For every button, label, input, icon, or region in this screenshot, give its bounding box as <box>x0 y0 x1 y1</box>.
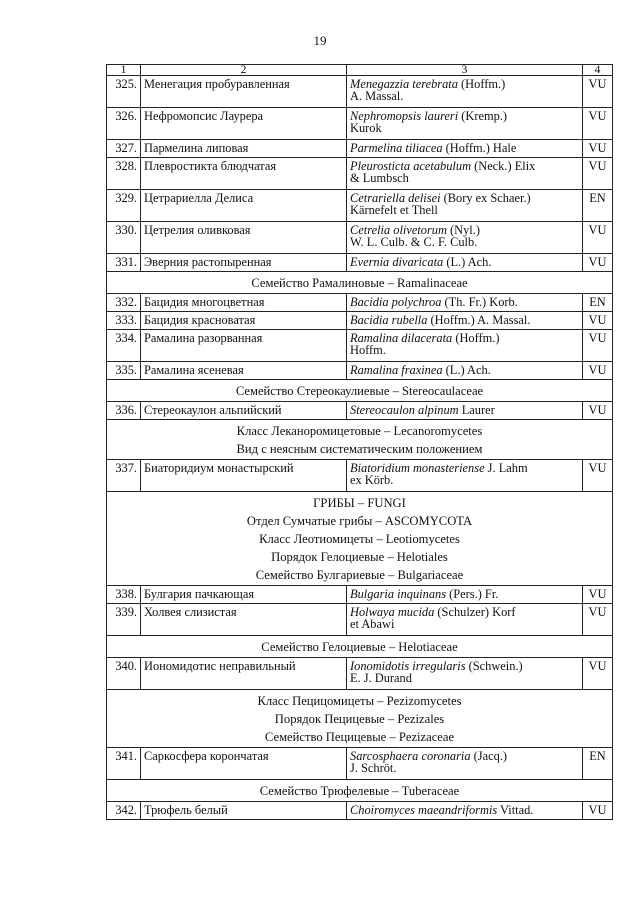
status-category: VU <box>583 586 613 604</box>
species-row <box>107 330 613 362</box>
author-citation-continued: ex Körb. <box>350 473 394 487</box>
group-heading-line: Семейство Стереокаулиевые – Stereocaulaceae <box>235 384 484 398</box>
group-heading <box>107 420 613 460</box>
author-citation-continued: Kurok <box>350 121 382 135</box>
latin-name-cell <box>347 190 583 222</box>
header-row <box>107 65 613 76</box>
author-citation-continued: Kärnefelt et Thell <box>350 203 438 217</box>
group-heading-row <box>107 492 613 586</box>
author-citation: (Hoffm.) <box>452 331 500 345</box>
species-row <box>107 108 613 140</box>
latin-name-cell <box>347 312 583 330</box>
species-number: 341. <box>107 748 141 780</box>
author-citation-continued: & Lumbsch <box>350 171 409 185</box>
latin-name-cell <box>347 254 583 272</box>
page-number: 19 <box>313 33 327 48</box>
latin-name: Ramalina fraxinea <box>350 363 443 377</box>
latin-name-cell <box>347 586 583 604</box>
species-row <box>107 158 613 190</box>
status-category: VU <box>583 222 613 254</box>
status-category: VU <box>583 658 613 690</box>
group-heading-line: Семейство Гелоциевые – Helotiaceae <box>261 640 458 654</box>
species-row <box>107 460 613 492</box>
author-citation-continued: Hoffm. <box>350 343 386 357</box>
author-citation: (Nyl.) <box>446 223 480 237</box>
species-number: 342. <box>107 802 141 820</box>
status-category: VU <box>583 108 613 140</box>
species-row <box>107 294 613 312</box>
species-row <box>107 140 613 158</box>
species-row <box>107 402 613 420</box>
latin-name: Cetrariella delisei <box>350 191 441 205</box>
latin-name-cell <box>347 658 583 690</box>
latin-name: Stereocaulon alpinum <box>350 403 459 417</box>
species-row <box>107 190 613 222</box>
species-number: 330. <box>107 222 141 254</box>
russian-name: Саркосфера корончатая <box>141 748 347 780</box>
latin-name: Pleurosticta acetabulum <box>350 159 472 173</box>
species-number: 326. <box>107 108 141 140</box>
status-category: EN <box>583 748 613 780</box>
status-category: EN <box>583 190 613 222</box>
status-category: VU <box>583 604 613 636</box>
species-row <box>107 222 613 254</box>
status-category: VU <box>583 330 613 362</box>
species-row <box>107 254 613 272</box>
group-heading <box>107 690 613 748</box>
latin-name: Ionomidotis irregularis <box>350 659 466 673</box>
russian-name: Трюфель белый <box>141 802 347 820</box>
russian-name: Биаторидиум монастырский <box>141 460 347 492</box>
russian-name: Рамалина ясеневая <box>141 362 347 380</box>
russian-name: Холвея слизистая <box>141 604 347 636</box>
author-citation: (Th. Fr.) Korb. <box>441 295 518 309</box>
species-number: 339. <box>107 604 141 636</box>
group-heading <box>107 380 613 402</box>
group-heading-row <box>107 636 613 658</box>
group-heading <box>107 492 613 586</box>
author-citation: Vittad. <box>497 803 534 817</box>
species-number: 340. <box>107 658 141 690</box>
author-citation: Laurer <box>458 403 495 417</box>
russian-name: Нефромопсис Лаурера <box>141 108 347 140</box>
latin-name: Parmelina tiliacea <box>350 141 443 155</box>
header-col-latin-name: 3 <box>347 65 583 76</box>
russian-name: Бацидия красноватая <box>141 312 347 330</box>
status-category: VU <box>583 140 613 158</box>
group-heading-line: Порядок Гелоциевые – Helotiales <box>271 550 448 564</box>
species-row <box>107 802 613 820</box>
author-citation-continued: A. Massal. <box>350 89 404 103</box>
latin-name-cell <box>347 460 583 492</box>
author-citation: (Hoffm.) Hale <box>442 141 517 155</box>
author-citation: J. Lahm <box>484 461 528 475</box>
latin-name: Bacidia rubella <box>350 313 428 327</box>
latin-name: Sarcosphaera coronaria <box>350 749 471 763</box>
author-citation: (Schwein.) <box>465 659 523 673</box>
species-number: 329. <box>107 190 141 222</box>
species-row <box>107 586 613 604</box>
author-citation: (Bory ex Schaer.) <box>440 191 531 205</box>
status-category: VU <box>583 362 613 380</box>
group-heading <box>107 272 613 294</box>
latin-name-cell <box>347 108 583 140</box>
latin-name-cell <box>347 802 583 820</box>
species-row <box>107 362 613 380</box>
header-col-number: 1 <box>107 65 141 76</box>
group-heading-line: Вид с неясным систематическим положением <box>236 442 483 456</box>
author-citation: (Hoffm.) <box>457 77 506 91</box>
latin-name: Holwaya mucida <box>350 605 435 619</box>
group-heading-line: Отдел Сумчатые грибы – ASCOMYCOTA <box>246 514 473 528</box>
group-heading-line: Порядок Пецицевые – Pezizales <box>274 712 445 726</box>
latin-name-cell <box>347 222 583 254</box>
latin-name: Biatoridium monasteriense <box>350 461 485 475</box>
species-number: 325. <box>107 76 141 108</box>
group-heading-row <box>107 690 613 748</box>
author-citation: (L.) Ach. <box>443 255 492 269</box>
latin-name-cell <box>347 402 583 420</box>
latin-name-cell <box>347 76 583 108</box>
russian-name: Булгария пачкающая <box>141 586 347 604</box>
species-row <box>107 76 613 108</box>
author-citation: (Neck.) Elix <box>471 159 536 173</box>
species-number: 336. <box>107 402 141 420</box>
latin-name-cell <box>347 294 583 312</box>
header-col-russian-name: 2 <box>141 65 347 76</box>
species-row <box>107 658 613 690</box>
author-citation: (Schulzer) Korf <box>434 605 516 619</box>
latin-name: Choiromyces maeandriformis <box>350 803 498 817</box>
species-row <box>107 312 613 330</box>
group-heading-row <box>107 780 613 802</box>
latin-name: Evernia divaricata <box>350 255 444 269</box>
author-citation: (Jacq.) <box>470 749 508 763</box>
status-category: EN <box>583 294 613 312</box>
group-heading-row <box>107 420 613 460</box>
latin-name: Menegazzia terebrata <box>350 77 458 91</box>
status-category: VU <box>583 312 613 330</box>
russian-name: Эверния растопыренная <box>141 254 347 272</box>
group-heading-line: Семейство Булгариевые – Bulgariaceae <box>255 568 464 582</box>
group-heading <box>107 780 613 802</box>
status-category: VU <box>583 802 613 820</box>
species-row <box>107 748 613 780</box>
russian-name: Цетрелия оливковая <box>141 222 347 254</box>
latin-name-cell <box>347 362 583 380</box>
latin-name: Bulgaria inquinans <box>350 587 447 601</box>
author-citation-continued: E. J. Durand <box>350 671 412 685</box>
author-citation-continued: W. L. Culb. & C. F. Culb. <box>350 235 478 249</box>
species-number: 335. <box>107 362 141 380</box>
group-heading-row <box>107 380 613 402</box>
group-heading-line: Класс Пецицомицеты – Pezizomycetes <box>257 694 462 708</box>
status-category: VU <box>583 158 613 190</box>
species-number: 328. <box>107 158 141 190</box>
russian-name: Рамалина разорванная <box>141 330 347 362</box>
group-heading-line: Семейство Трюфелевые – Tuberaceae <box>259 784 460 798</box>
group-heading-row <box>107 272 613 294</box>
latin-name-cell <box>347 140 583 158</box>
russian-name: Цетрариелла Делиса <box>141 190 347 222</box>
latin-name-cell <box>347 330 583 362</box>
latin-name: Cetrelia olivetorum <box>350 223 447 237</box>
species-number: 332. <box>107 294 141 312</box>
russian-name: Пармелина липовая <box>141 140 347 158</box>
author-citation: (Pers.) Fr. <box>446 587 499 601</box>
species-table <box>106 64 613 820</box>
species-number: 338. <box>107 586 141 604</box>
group-heading-line: Семейство Пецицевые – Pezizaceae <box>264 730 455 744</box>
russian-name: Иономидотис неправильный <box>141 658 347 690</box>
latin-name-cell <box>347 158 583 190</box>
author-citation: (L.) Ach. <box>442 363 491 377</box>
species-number: 337. <box>107 460 141 492</box>
species-number: 331. <box>107 254 141 272</box>
group-heading-line: ГРИБЫ – FUNGI <box>313 496 406 510</box>
group-heading <box>107 636 613 658</box>
author-citation-continued: J. Schröt. <box>350 761 397 775</box>
latin-name-cell <box>347 748 583 780</box>
species-row <box>107 604 613 636</box>
header-col-status: 4 <box>583 65 613 76</box>
status-category: VU <box>583 402 613 420</box>
group-heading-line: Класс Леотиомицеты – Leotiomycetes <box>259 532 460 546</box>
author-citation: (Hoffm.) A. Massal. <box>427 313 531 327</box>
species-number: 327. <box>107 140 141 158</box>
russian-name: Стереокаулон альпийский <box>141 402 347 420</box>
species-number: 333. <box>107 312 141 330</box>
russian-name: Менегация пробуравленная <box>141 76 347 108</box>
group-heading-line: Класс Леканоромицетовые – Lecanoromycetes <box>236 424 483 438</box>
group-heading-line: Семейство Рамалиновые – Ramalinaceae <box>251 276 468 290</box>
latin-name-cell <box>347 604 583 636</box>
russian-name: Бацидия многоцветная <box>141 294 347 312</box>
latin-name: Ramalina dilacerata <box>350 331 453 345</box>
author-citation-continued: et Abawi <box>350 617 395 631</box>
status-category: VU <box>583 76 613 108</box>
author-citation: (Kremp.) <box>458 109 508 123</box>
status-category: VU <box>583 460 613 492</box>
status-category: VU <box>583 254 613 272</box>
russian-name: Плевростикта блюдчатая <box>141 158 347 190</box>
latin-name: Bacidia polychroa <box>350 295 442 309</box>
latin-name: Nephromopsis laureri <box>350 109 459 123</box>
species-number: 334. <box>107 330 141 362</box>
